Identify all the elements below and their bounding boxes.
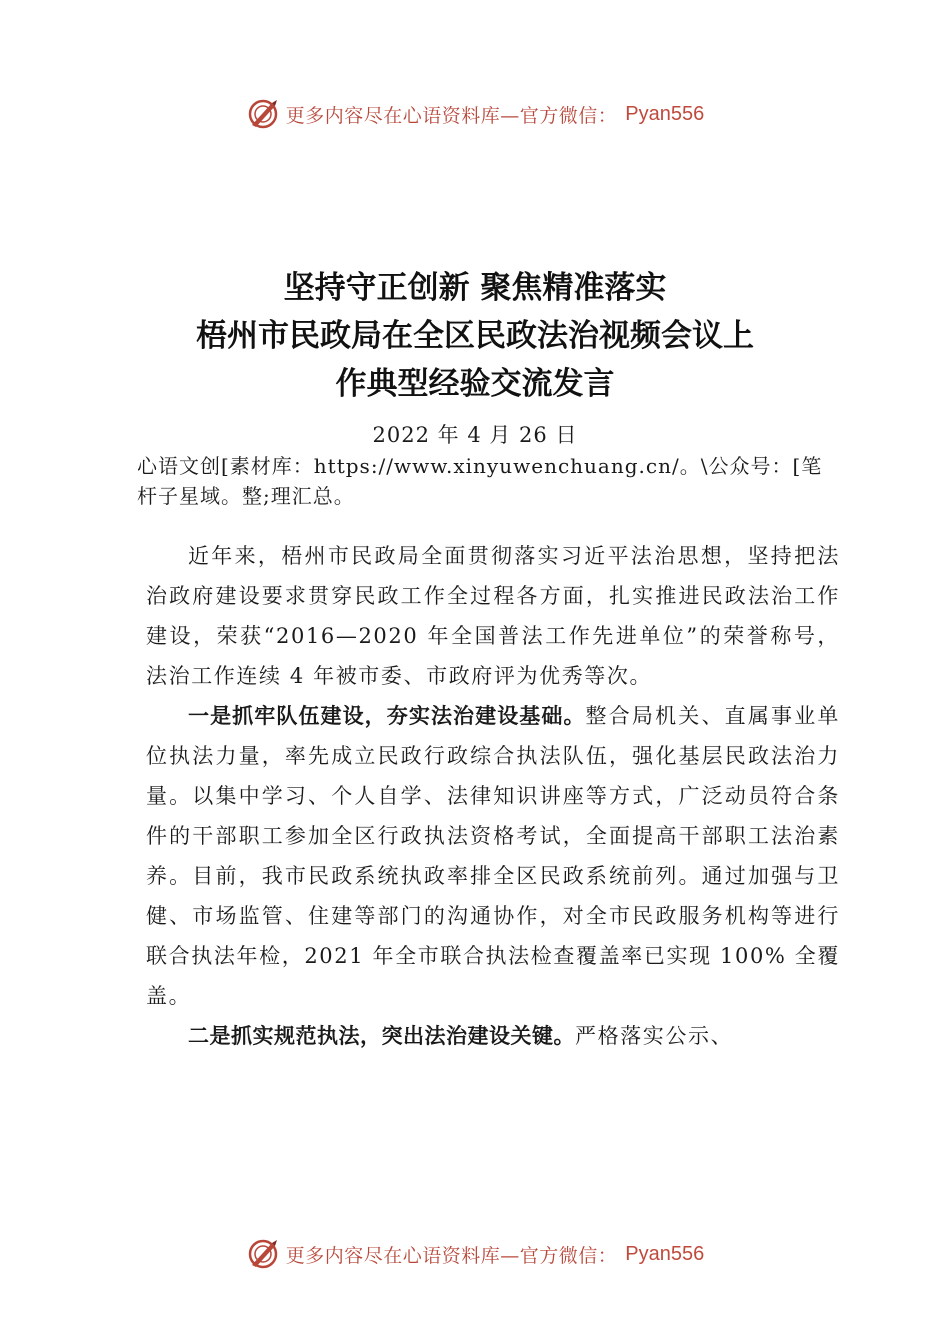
title-line-1: 坚持守正创新 聚焦精准落实 [283, 270, 667, 306]
section-2-body: 严格落实公示、 [575, 1024, 734, 1048]
watermark-wechat-id: Pyan556 [625, 1242, 705, 1265]
seal-logo-icon [246, 97, 280, 131]
document-body [146, 536, 840, 1056]
watermark-banner-top [0, 94, 950, 134]
watermark-text: 更多内容尽在心语资料库—官方微信： [285, 1244, 618, 1267]
document-date: 2022 年 4 月 26 日 [372, 423, 578, 447]
section-1-paragraph [146, 696, 840, 1016]
title-line-2: 梧州市民政局在全区民政法治视频会议上 [196, 318, 754, 354]
title-line-3: 作典型经验交流发言 [335, 366, 615, 402]
watermark-wechat-id: Pyan556 [625, 102, 705, 125]
section-1-lead: 一是抓牢队伍建设，夯实法治建设基础。 [188, 704, 586, 728]
section-1-body: 整合局机关、直属事业单位执法力量，率先成立民政行政综合执法队伍，强化基层民政法治力量。以集中学习、个人自学、法律知识讲座等方式，广泛动员符合条件的干部职工参加全区行政执法资格考试，全面提高干部职工法治素养。目前，我市民政系统执政率排全区民政系统前列。通过加强与卫健、市场监管、住建等部门的沟通协作，对全市民政服务机构等进行联合执法年检，2021 年全市联合执法检查覆盖率已实现 100% 全覆盖。 [146, 704, 840, 1008]
intro-paragraph: 近年来，梧州市民政局全面贯彻落实习近平法治思想，坚持把法治政府建设要求贯穿民政工作全过程各方面，扎实推进民政法治工作建设，荣获“2016—2020 年全国普法工作先进单位”的荣誉称号，法治工作连续 4 年被市委、市政府评为优秀等次。 [146, 544, 840, 688]
section-2-lead: 二是抓实规范执法，突出法治建设关键。 [188, 1024, 575, 1048]
watermark-banner-bottom [0, 1234, 950, 1274]
seal-logo-icon [246, 1237, 280, 1271]
source-note: 心语文创[素材库：https://www.xinyuwenchuang.cn/。\公众号：[笔杆子星域。整;理汇总。 [137, 454, 823, 508]
section-2-paragraph [146, 1016, 840, 1056]
document-title [0, 264, 950, 408]
watermark-text: 更多内容尽在心语资料库—官方微信： [285, 104, 618, 127]
